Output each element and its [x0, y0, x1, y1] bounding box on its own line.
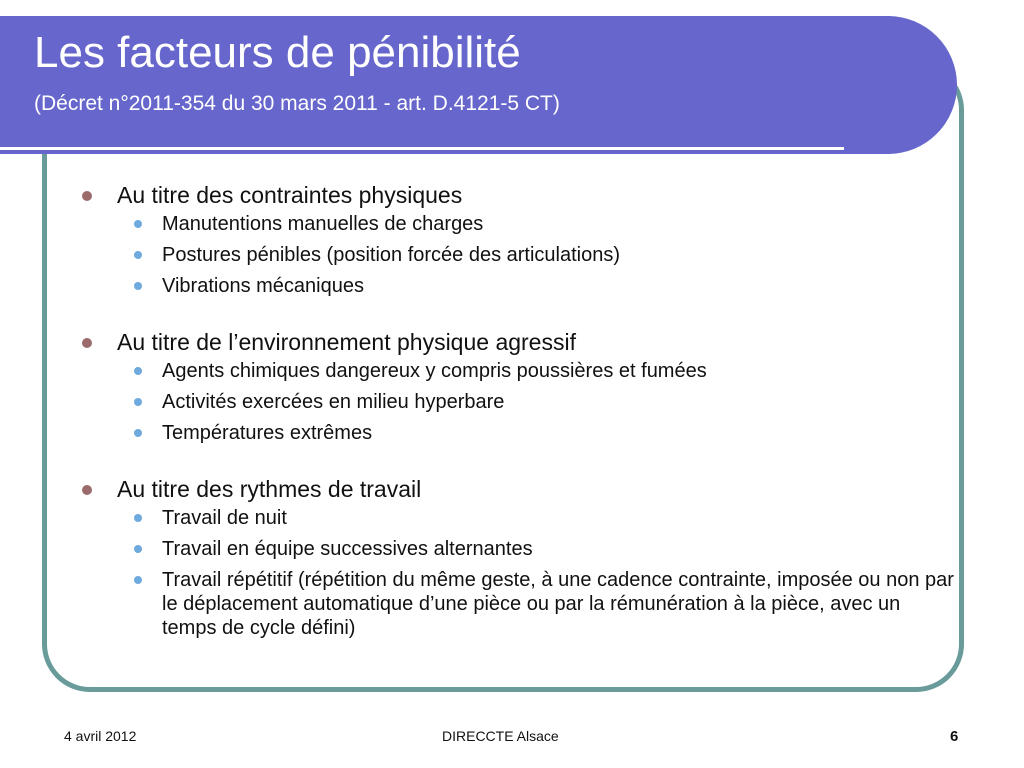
- content-list: [80, 180, 960, 669]
- bullet-dot-icon: [82, 485, 92, 495]
- sub-list: [80, 506, 960, 640]
- sub-list: [80, 359, 960, 445]
- section-heading-text: Au titre de l’environnement physique agressif: [117, 329, 576, 355]
- bullet-dot-icon: [82, 338, 92, 348]
- bullet-dot-icon: [134, 367, 142, 375]
- title-divider: [0, 147, 844, 150]
- list-item-text: Postures pénibles (position forcée des articulations): [162, 244, 621, 266]
- page-number: 6: [950, 728, 959, 745]
- list-item-text: Travail répétitif (répétition du même geste, à une cadence contrainte, imposée ou non par le déplacement automatique d’une pièce ou par la rémunération à la pièce, avec un temps de cycle défini): [162, 569, 954, 639]
- bullet-dot-icon: [134, 251, 142, 259]
- list-item-text: Vibrations mécaniques: [162, 275, 364, 297]
- bullet-dot-icon: [82, 191, 92, 201]
- list-item: [80, 568, 960, 640]
- slide-title: Les facteurs de pénibilité: [34, 28, 521, 77]
- list-item: [80, 359, 960, 383]
- section-environnement-agressif: [80, 327, 960, 445]
- list-item-text: Manutentions manuelles de charges: [162, 213, 484, 235]
- section-rythmes-travail: [80, 474, 960, 640]
- list-item: [80, 390, 960, 414]
- bullet-dot-icon: [134, 220, 142, 228]
- section-heading-text: Au titre des rythmes de travail: [117, 476, 422, 502]
- bullet-dot-icon: [134, 429, 142, 437]
- list-item: [80, 274, 960, 298]
- list-item-text: Agents chimiques dangereux y compris poussières et fumées: [162, 360, 707, 382]
- list-item-text: Températures extrêmes: [162, 422, 373, 444]
- bullet-dot-icon: [134, 545, 142, 553]
- list-item: [80, 537, 960, 561]
- section-contraintes-physiques: [80, 180, 960, 298]
- slide-subtitle: (Décret n°2011-354 du 30 mars 2011 - art. D.4121-5 CT): [34, 92, 560, 115]
- list-item: [80, 506, 960, 530]
- bullet-dot-icon: [134, 398, 142, 406]
- list-item-text: Activités exercées en milieu hyperbare: [162, 391, 505, 413]
- bullet-dot-icon: [134, 282, 142, 290]
- section-heading: [80, 180, 960, 210]
- footer-date: 4 avril 2012: [64, 728, 137, 744]
- list-item-text: Travail de nuit: [162, 507, 287, 529]
- section-heading-text: Au titre des contraintes physiques: [117, 182, 463, 208]
- sub-list: [80, 212, 960, 298]
- list-item-text: Travail en équipe successives alternantes: [162, 538, 533, 560]
- section-heading: [80, 327, 960, 357]
- bullet-dot-icon: [134, 576, 142, 584]
- list-item: [80, 421, 960, 445]
- footer-organization: DIRECCTE Alsace: [442, 728, 559, 744]
- bullet-dot-icon: [134, 514, 142, 522]
- list-item: [80, 243, 960, 267]
- list-item: [80, 212, 960, 236]
- section-heading: [80, 474, 960, 504]
